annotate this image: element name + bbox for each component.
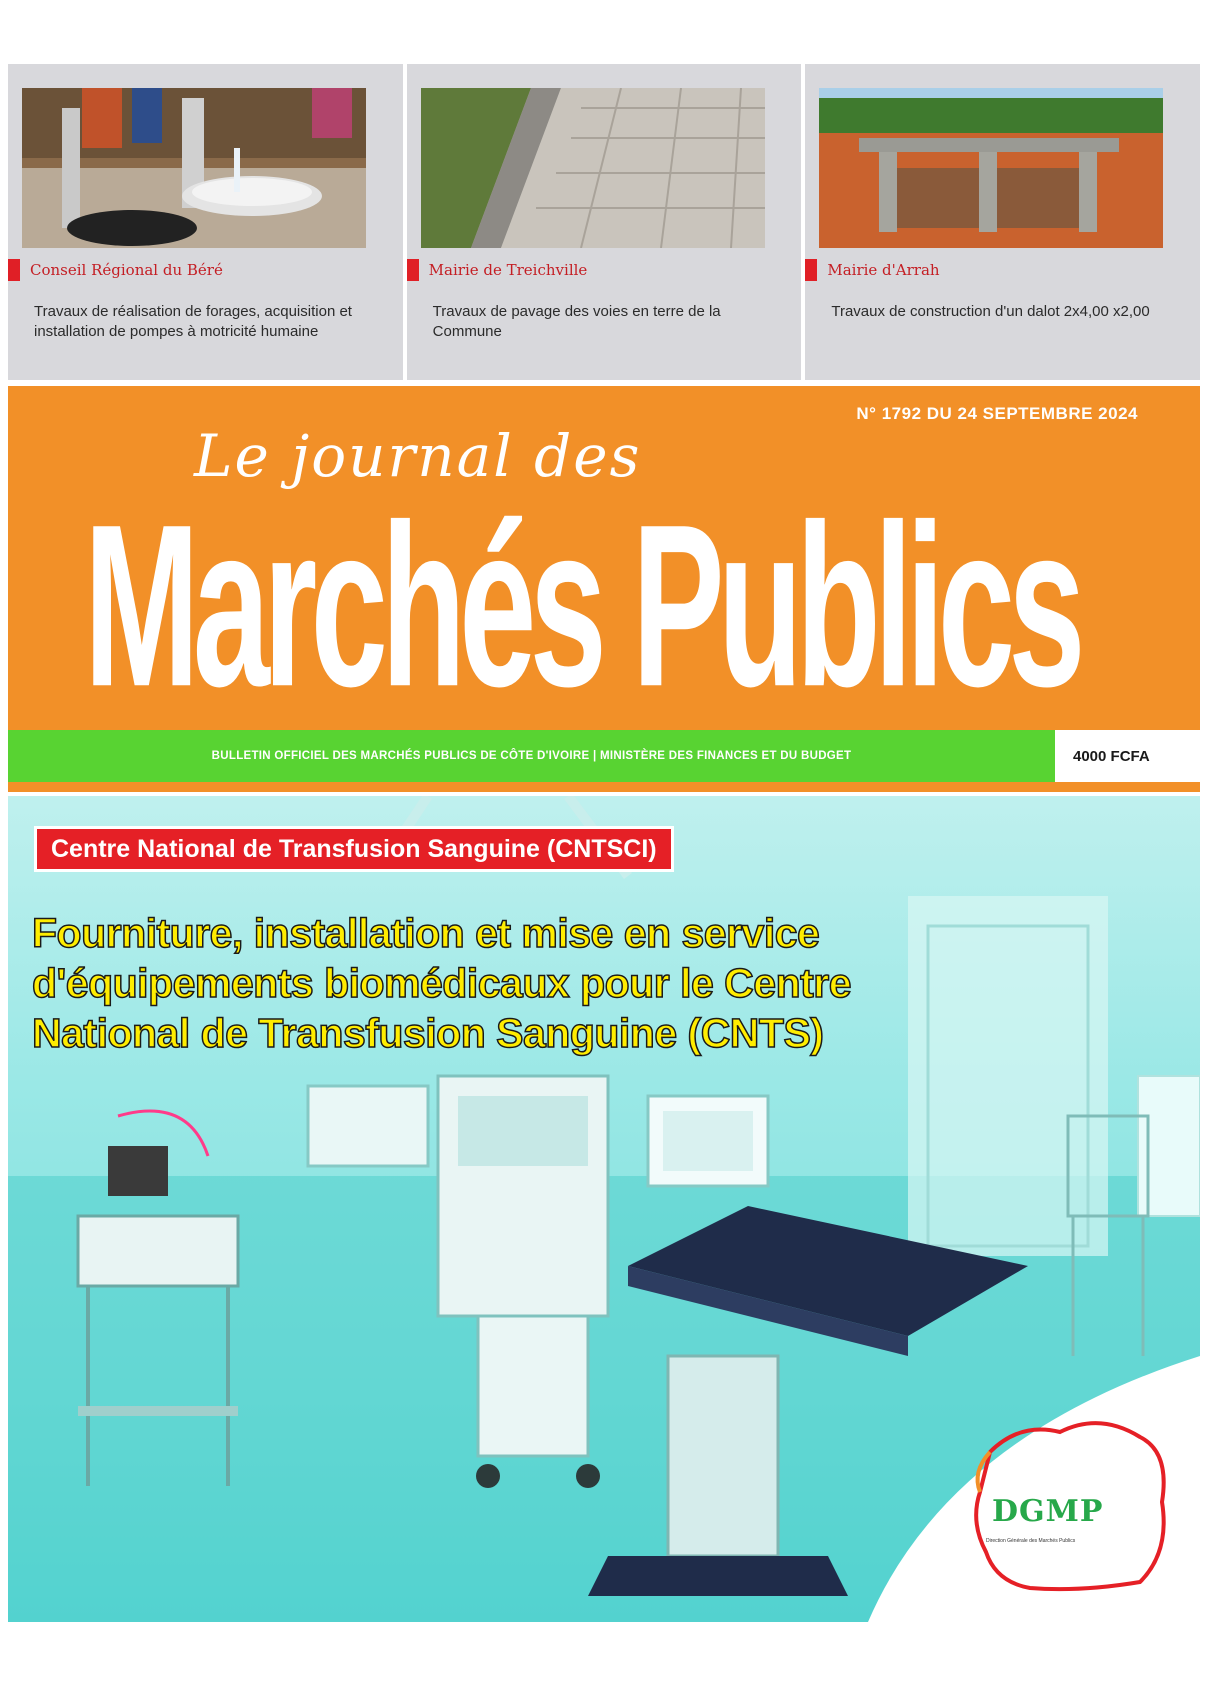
card-tag-label: Mairie de Treichville — [428, 261, 588, 279]
logo-name: DGMP — [992, 1494, 1104, 1529]
card-tag — [8, 258, 389, 282]
tagline-strip — [8, 730, 1200, 782]
issue-number: N° 1792 DU 24 SEPTEMBRE 2024 — [856, 404, 1138, 423]
masthead — [8, 386, 1200, 730]
tagline-text: BULLETIN OFFICIEL DES MARCHÉS PUBLICS DE CÔTE D'IVOIRE | MINISTÈRE DES FINANCES ET DU BUDGET — [8, 730, 1055, 782]
main-headline: Fourniture, installation et mise en service d'équipements biomédicaux pour le Centre National de Transfusion Sanguine (CNTS) — [32, 910, 852, 1056]
dgmp-logo — [900, 1392, 1200, 1622]
card-description: Travaux de construction d'un dalot 2x4,00 x2,00 — [831, 303, 1150, 320]
water-pump-photo — [22, 88, 389, 248]
divider — [8, 782, 1200, 792]
card-tag — [407, 258, 788, 282]
card-description: Travaux de pavage des voies en terre de la Commune — [432, 303, 721, 340]
masthead-kicker: Le journal des — [194, 422, 642, 490]
news-card-arrah[interactable] — [805, 64, 1200, 380]
card-tag — [805, 258, 1186, 282]
culvert-bridge-photo — [819, 88, 1186, 248]
news-card-bere[interactable] — [8, 64, 403, 380]
card-description: Travaux de réalisation de forages, acquisition et installation de pompes à motricité humaine — [34, 303, 352, 340]
card-tag-label: Conseil Régional du Béré — [30, 261, 223, 279]
news-card-treichville[interactable] — [407, 64, 802, 380]
top-news-cards — [8, 64, 1200, 380]
section-badge: Centre National de Transfusion Sanguine (CNTSCI) — [34, 826, 674, 872]
logo-subtitle: Direction Générale des Marchés Publics — [986, 1538, 1076, 1544]
card-tag-label: Mairie d'Arrah — [827, 261, 940, 279]
masthead-title: Marchés Publics — [84, 476, 1079, 730]
price-label: 4000 FCFA — [1055, 730, 1200, 782]
hero-section — [8, 796, 1200, 1622]
paved-road-photo — [421, 88, 788, 248]
